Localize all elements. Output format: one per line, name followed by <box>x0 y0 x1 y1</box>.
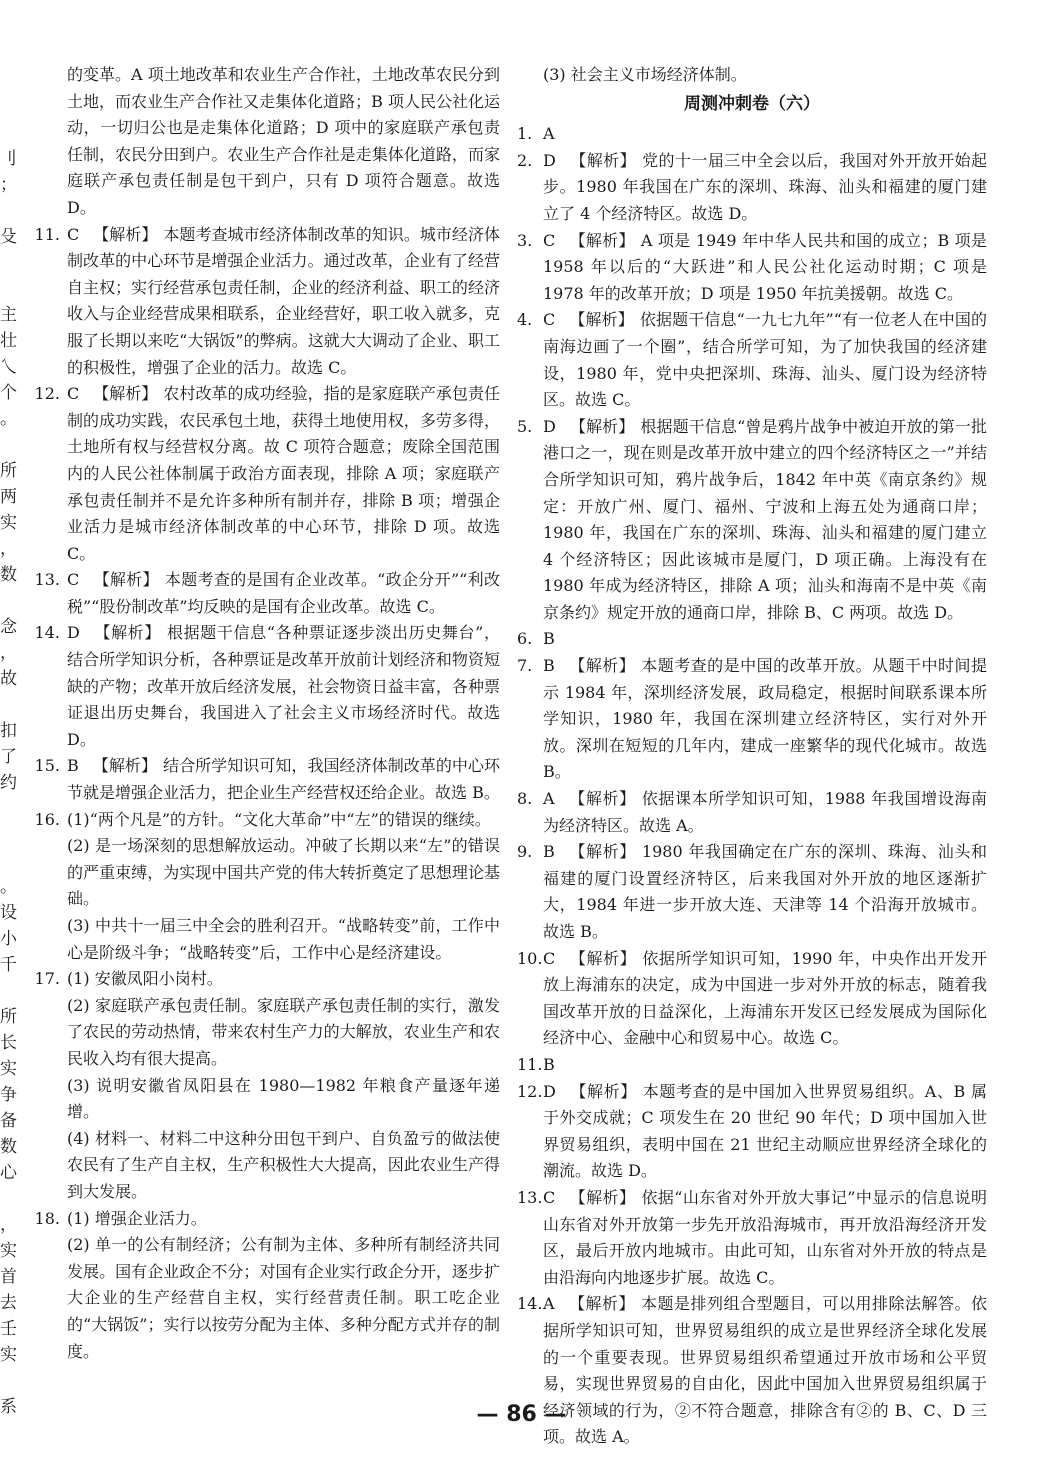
item-number: 6. <box>517 629 533 649</box>
section-heading: 周测冲刺卷（六） <box>684 93 820 114</box>
explanation-text: 结合所学知识可知，我国经济体制改革的中心环节就是增强企业活力，把企业生产经营权还给企业。故选 B。 <box>67 756 500 803</box>
edge-char <box>0 120 14 146</box>
edge-char: 故 <box>0 669 17 689</box>
analysis-tag: 【解析】 <box>93 224 158 244</box>
answer-item <box>517 1185 987 1291</box>
item-number: 4. <box>517 310 533 330</box>
answer-item <box>517 414 987 627</box>
edge-char: 所 <box>0 1007 17 1027</box>
explanation-text: 依据所学知识可知，1990 年，中央作出开发开放上海浦东的决定，成为中国进一步对外开放的标志，随着我国改革开放的日益深化，上海浦东开发区已经发展成为国际化经济中心、金融中心和贸易中心。故选 C。 <box>543 948 987 1048</box>
explanation-text: 1980 年我国确定在广东的深圳、珠海、汕头和福建的厦门设置经济特区，后来我国对外开放的地区逐渐扩大，1984 年进一步开放大连、天津等 14 个沿海开放城市。故选 B。 <box>543 842 987 941</box>
answer-item <box>517 626 987 653</box>
edge-char <box>0 432 14 458</box>
item-number: 8. <box>517 789 533 809</box>
item-number: 14. <box>34 623 60 643</box>
edge-char: 壬 <box>0 1319 17 1339</box>
answer-letter: B <box>543 629 555 649</box>
item-number: 12. <box>34 384 60 404</box>
item-number: 2. <box>517 150 533 170</box>
edge-char: ， <box>0 643 17 663</box>
answer-item <box>517 148 987 228</box>
answer-letter: C <box>67 570 80 590</box>
edge-char <box>0 1368 14 1394</box>
edge-char: 备 <box>0 1111 17 1131</box>
edge-char: 系 <box>0 1397 17 1417</box>
item-number: 12. <box>517 1081 543 1101</box>
explanation-text: 依据课本所学知识可知，1988 年我国增设海南为经济特区。故选 A。 <box>543 789 987 835</box>
answer-item <box>22 966 500 993</box>
sub-answer: (2) 单一的公有制经济；公有制为主体、多种所有制经济共同发展。国有企业政企不分；对国有企业实行政企分开，逐步扩大企业的生产经营自主权，实行经营责任制。职工吃企业的“大锅饭”；实行以按劳分配为主体、多种分配方式并存的制度。 <box>67 1235 500 1361</box>
item-number: 7. <box>517 656 533 676</box>
explanation-text: 本题考查的是国有企业改革。“政企分开”“利改税”“股份制改革”均反映的是国有企业改革。故选 C。 <box>67 570 500 616</box>
item-number: 1. <box>517 124 533 144</box>
edge-char: 扣 <box>0 721 17 741</box>
answer-letter: C <box>543 948 556 968</box>
left-edge-cropped-text <box>0 120 17 1420</box>
explanation-text: 本题考查的是中国加入世界贸易组织。A、B 属于外交成就；C 项发生在 20 世纪 90 年代；D 项中国加入世界贸易组织，表明中国在 21 世纪主动顺应世界经济全球化的潮流。故选 D。 <box>543 1081 987 1181</box>
explanation-text: 本题是排列组合型题目，可以用排除法解答。依据所学知识可知，世界贸易组织的成立是世界经济全球化发展的一个重要表现。世界贸易组织希望通过开放市场和公平贸易，实现世界贸易的自由化，因此中国加入世界贸易组织属于经济领域的行为，②不符合题意，排除含有②的 B、C、D 三项。故选 A。 <box>543 1294 987 1447</box>
page-number: — 86 — <box>476 1402 567 1427</box>
edge-char: 设 <box>0 903 17 923</box>
answer-item <box>517 1052 987 1079</box>
item-number: 9. <box>517 842 533 862</box>
analysis-tag: 【解析】 <box>569 150 637 170</box>
edge-char <box>0 198 14 224</box>
answer-item <box>22 567 500 620</box>
analysis-tag: 【解析】 <box>569 416 635 436</box>
answer-letter: D <box>543 416 556 436</box>
item-number: 11. <box>34 224 60 244</box>
item-number: 15. <box>34 756 60 776</box>
item-number: 13. <box>34 570 60 590</box>
edge-char: 去 <box>0 1293 17 1313</box>
answer-item <box>517 653 987 786</box>
right-column <box>517 62 987 1451</box>
edge-char: 个 <box>0 383 17 403</box>
answer-item <box>517 1079 987 1185</box>
answer-letter: B <box>543 842 555 862</box>
answer-letter: C <box>67 224 80 244</box>
answer-letter: A <box>543 1294 555 1314</box>
analysis-tag: 【解析】 <box>569 310 634 330</box>
sub-answer: (2) 家庭联产承包责任制。家庭联产承包责任制的实行，激发了农民的劳动热情，带来农村生产力的大解放，农业生产和农民收入均有很大提高。 <box>67 995 500 1068</box>
edge-char: 首 <box>0 1267 17 1287</box>
edge-char: 约 <box>0 773 17 793</box>
edge-char: ， <box>0 539 17 559</box>
sub-answer: (3) 中共十一届三中全会的胜利召开。“战略转变”前，工作中心是阶级斗争；“战略转变”后，工作中心是经济建设。 <box>67 916 500 962</box>
edge-char: ； <box>0 175 17 195</box>
edge-char: 数 <box>0 1137 17 1157</box>
edge-char: 心 <box>0 1163 17 1183</box>
edge-char: 两 <box>0 487 17 507</box>
explanation-text: 本题考查的是中国的改革开放。从题干中时间提示 1984 年，深圳经济发展，政局稳定，根据时间联系课本所学知识，1980 年，我国在深圳建立经济特区，实行对外开放。深圳在短短的几年内，建成一座繁华的现代化城市。故选 B。 <box>543 656 987 782</box>
intro-paragraph: 的变革。A 项土地改革和农业生产合作社，土地改革农民分到土地，而农业生产合作社又走集体化道路；B 项人民公社化运动，一切归公也是走集体化道路；D 项中的家庭联产承包责任制，农民分田到户。农业生产合作社是走集体化道路，而家庭联产承包责任制是包干到户，只有 D 项符合题意。故选 D。 <box>67 65 500 217</box>
left-column <box>22 62 500 1365</box>
edge-char: 。 <box>0 877 17 897</box>
edge-char: 主 <box>0 305 17 325</box>
explanation-text: (1) 安徽凤阳小岗村。 <box>67 969 223 989</box>
item-number: 18. <box>34 1208 60 1228</box>
answer-item <box>517 121 987 148</box>
item-number: 17. <box>34 969 60 989</box>
edge-char <box>0 1186 14 1212</box>
explanation-text: (1)“两个凡是”的方针。“文化大革命”中“左”的错误的继续。 <box>67 809 491 829</box>
explanation-text: A 项是 1949 年中华人民共和国的成立；B 项是 1958 年以后的“大跃进”和人民公社化运动时期；C 项是 1978 年的改革开放；D 项是 1950 年抗美援朝。故选 C。 <box>543 230 987 303</box>
explanation-text: 依据“山东省对外开放大事记”中显示的信息说明山东省对外开放第一步先开放沿海城市，再开放沿海经济开发区，最后开放内地城市。由此可知，山东省对外开放的特点是由沿海向内地逐步扩展。故选 C。 <box>543 1187 987 1287</box>
answer-item <box>517 946 987 1052</box>
edge-char: 数 <box>0 565 17 585</box>
answer-item <box>517 307 987 413</box>
edge-char <box>0 848 14 874</box>
edge-char: 殳 <box>0 227 17 247</box>
answer-letter: C <box>543 230 556 250</box>
answer-item <box>22 807 500 834</box>
item-number: 10. <box>517 948 543 968</box>
answer-item <box>22 1206 500 1233</box>
explanation-text: 党的十一届三中全会以后，我国对外开放开始起步。1980 年我国在广东的深圳、珠海、汕头和福建的厦门建立了 4 个经济特区。故选 D。 <box>543 150 987 223</box>
item-number: 5. <box>517 416 533 436</box>
explanation-text: 农村改革的成功经验，指的是家庭联产承包责任制的成功实践，农民承包土地，获得土地使用权，多劳多得，土地所有权与经营权分离。故 C 项符合题意；废除全国范围内的人民公社体制属于政治方面表现，排除 A 项；家庭联产承包责任制并不是允许多种所有制并存，排除 B 项；增强企业活力是城市经济体制改革的中心环节，排除 D 项。故选 C。 <box>67 384 500 563</box>
analysis-tag: 【解析】 <box>93 384 158 404</box>
answer-letter: A <box>543 789 555 809</box>
analysis-tag: 【解析】 <box>568 842 636 862</box>
analysis-tag: 【解析】 <box>568 656 636 676</box>
intro-paragraph: (3) 社会主义市场经济体制。 <box>543 65 747 84</box>
edge-char: 千 <box>0 955 17 975</box>
answer-letter: D <box>67 623 80 643</box>
edge-char: 实 <box>0 1241 17 1261</box>
explanation-text: 根据题干信息“曾是鸦片战争中被迫开放的第一批港口之一，现在则是改革开放中建立的四个经济特区之一”并结合所学知识可知，鸦片战争后，1842 年中英《南京条约》规定：开放广州、厦门、福州、宁波和上海五处为通商口岸；1980 年，我国在广东的深圳、珠海、汕头和福建的厦门建立 4 个经济特区；因此该城市是厦门，D 项正确。上海没有在 1980 年成为经济特区，排除 A 项；汕头和海南不是中英《南京条约》规定开放的通商口岸，排除 B、C 两项。故选 D。 <box>543 416 987 622</box>
answer-item <box>22 620 500 753</box>
edge-char: 实 <box>0 1059 17 1079</box>
edge-char: 了 <box>0 747 17 767</box>
edge-char: 。 <box>0 409 17 429</box>
edge-char: 乀 <box>0 357 17 377</box>
item-number: 11. <box>517 1054 543 1074</box>
answer-letter: D <box>543 150 556 170</box>
answer-item <box>22 222 500 382</box>
edge-char <box>0 250 14 276</box>
analysis-tag: 【解析】 <box>568 1294 636 1314</box>
edge-char: 争 <box>0 1085 17 1105</box>
answer-letter: C <box>67 384 80 404</box>
item-number: 3. <box>517 230 533 250</box>
edge-char <box>0 822 14 848</box>
answer-letter: A <box>543 124 555 144</box>
sub-answer: (4) 材料一、材料二中这种分田包干到户、自负盈亏的做法使农民有了生产自主权，生产积极性大大提高，因此农业生产得到大发展。 <box>67 1128 500 1201</box>
item-number: 13. <box>517 1187 543 1207</box>
analysis-tag: 【解析】 <box>93 570 159 590</box>
item-number: 16. <box>34 809 60 829</box>
edge-char: 刂 <box>0 149 17 169</box>
answer-item <box>22 381 500 567</box>
edge-char <box>0 276 14 302</box>
answer-letter: B <box>67 756 79 776</box>
analysis-tag: 【解析】 <box>569 1187 636 1207</box>
explanation-text: 依据题干信息“一九七九年”“有一位老人在中国的南海边画了一个圈”，结合所学可知，为了加快我国的经济建设，1980 年，党中央把深圳、珠海、汕头、厦门设为经济特区。故选 C。 <box>543 310 987 410</box>
explanation-text: 本题考查城市经济体制改革的知识。城市经济体制改革的中心环节是增强企业活力。通过改革，企业有了经营自主权；实行经营承包责任制，企业的经济利益、职工的经济收入与企业经营成果相联系，企业经营好，职工收入就多，克服了长期以来吃“大锅饭”的弊病。这就大大调动了企业、职工的积极性，增强了企业的活力。故选 C。 <box>67 224 500 377</box>
analysis-tag: 【解析】 <box>569 948 637 968</box>
edge-char: 实 <box>0 513 17 533</box>
sub-answer: (2) 是一场深刻的思想解放运动。冲破了长期以来“左”的错误的严重束缚，为实现中国共产党的伟大转折奠定了思想理论基础。 <box>67 836 500 909</box>
answer-letter: D <box>543 1081 556 1101</box>
answer-item <box>517 228 987 308</box>
edge-char <box>0 692 14 718</box>
edge-char: 实 <box>0 1345 17 1365</box>
edge-char: 所 <box>0 461 17 481</box>
edge-char: 念 <box>0 617 17 637</box>
analysis-tag: 【解析】 <box>569 1081 637 1101</box>
analysis-tag: 【解析】 <box>92 756 158 776</box>
edge-char: 小 <box>0 929 17 949</box>
explanation-text: 根据题干信息“各种票证逐步淡出历史舞台”，结合所学知识分析，各种票证是改革开放前计划经济和物资短缺的产物；改革开放后经济发展，社会物资日益丰富，各种票证退出历史舞台，我国进入了社会主义市场经济时代。故选 D。 <box>67 623 500 749</box>
edge-char: 壮 <box>0 331 17 351</box>
analysis-tag: 【解析】 <box>569 230 635 250</box>
edge-char: 长 <box>0 1033 17 1053</box>
explanation-text: (1) 增强企业活力。 <box>67 1208 207 1228</box>
answer-letter: B <box>543 1054 555 1074</box>
answer-item <box>517 839 987 945</box>
edge-char <box>0 796 14 822</box>
edge-char <box>0 978 14 1004</box>
answer-letter: B <box>543 656 555 676</box>
edge-char <box>0 588 14 614</box>
analysis-tag: 【解析】 <box>93 623 161 643</box>
analysis-tag: 【解析】 <box>568 789 636 809</box>
edge-char: ， <box>0 1215 17 1235</box>
answer-item <box>517 786 987 839</box>
item-number: 14. <box>517 1294 543 1314</box>
answer-letter: C <box>543 1187 556 1207</box>
answer-item <box>22 753 500 806</box>
answer-letter: C <box>543 310 556 330</box>
sub-answer: (3) 说明安徽省凤阳县在 1980—1982 年粮食产量逐年递增。 <box>67 1075 500 1122</box>
